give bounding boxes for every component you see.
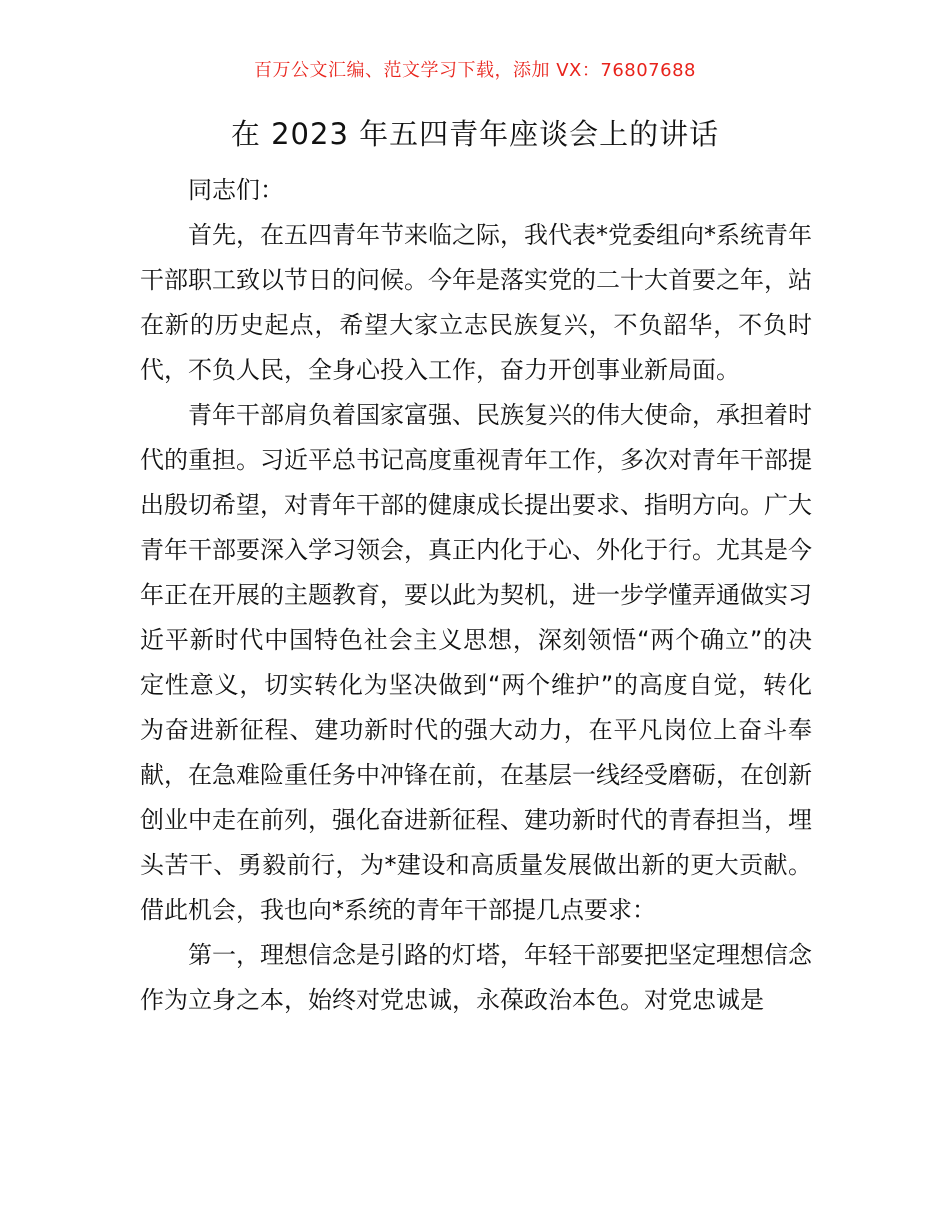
paragraph-1: 首先，在五四青年节来临之际，我代表*党委组向*系统青年干部职工致以节日的问候。今年是落实党的二十大首要之年，站在新的历史起点，希望大家立志民族复兴，不负韶华，不负时代，不负人民，全身心投入工作，奋力开创事业新局面。: [140, 221, 812, 384]
paragraph-3: 第一，理想信念是引路的灯塔，年轻干部要把坚定理想信念作为立身之本，始终对党忠诚，永葆政治本色。对党忠诚是: [140, 941, 812, 1014]
watermark-header: 百万公文汇编、范文学习下载，添加 VX：76807688: [254, 60, 696, 81]
document-title: 在 2023 年五四青年座谈会上的讲话: [230, 117, 720, 151]
salutation: 同志们：: [188, 176, 284, 204]
document-body: [140, 168, 812, 1023]
paragraph-2: 青年干部肩负着国家富强、民族复兴的伟大使命，承担着时代的重担。习近平总书记高度重视青年工作，多次对青年干部提出殷切希望，对青年干部的健康成长提出要求、指明方向。广大青年干部要深入学习领会，真正内化于心、外化于行。尤其是今年正在开展的主题教育，要以此为契机，进一步学懂弄通做实习近平新时代中国特色社会主义思想，深刻领悟“两个确立”的决定性意义，切实转化为坚决做到“两个维护”的高度自觉，转化为奋进新征程、建功新时代的强大动力，在平凡岗位上奋斗奉献，在急难险重任务中冲锋在前，在基层一线经受磨砺，在创新创业中走在前列，强化奋进新征程、建功新时代的青春担当，埋头苦干、勇毅前行，为*建设和高质量发展做出新的更大贡献。借此机会，我也向*系统的青年干部提几点要求：: [140, 401, 812, 924]
